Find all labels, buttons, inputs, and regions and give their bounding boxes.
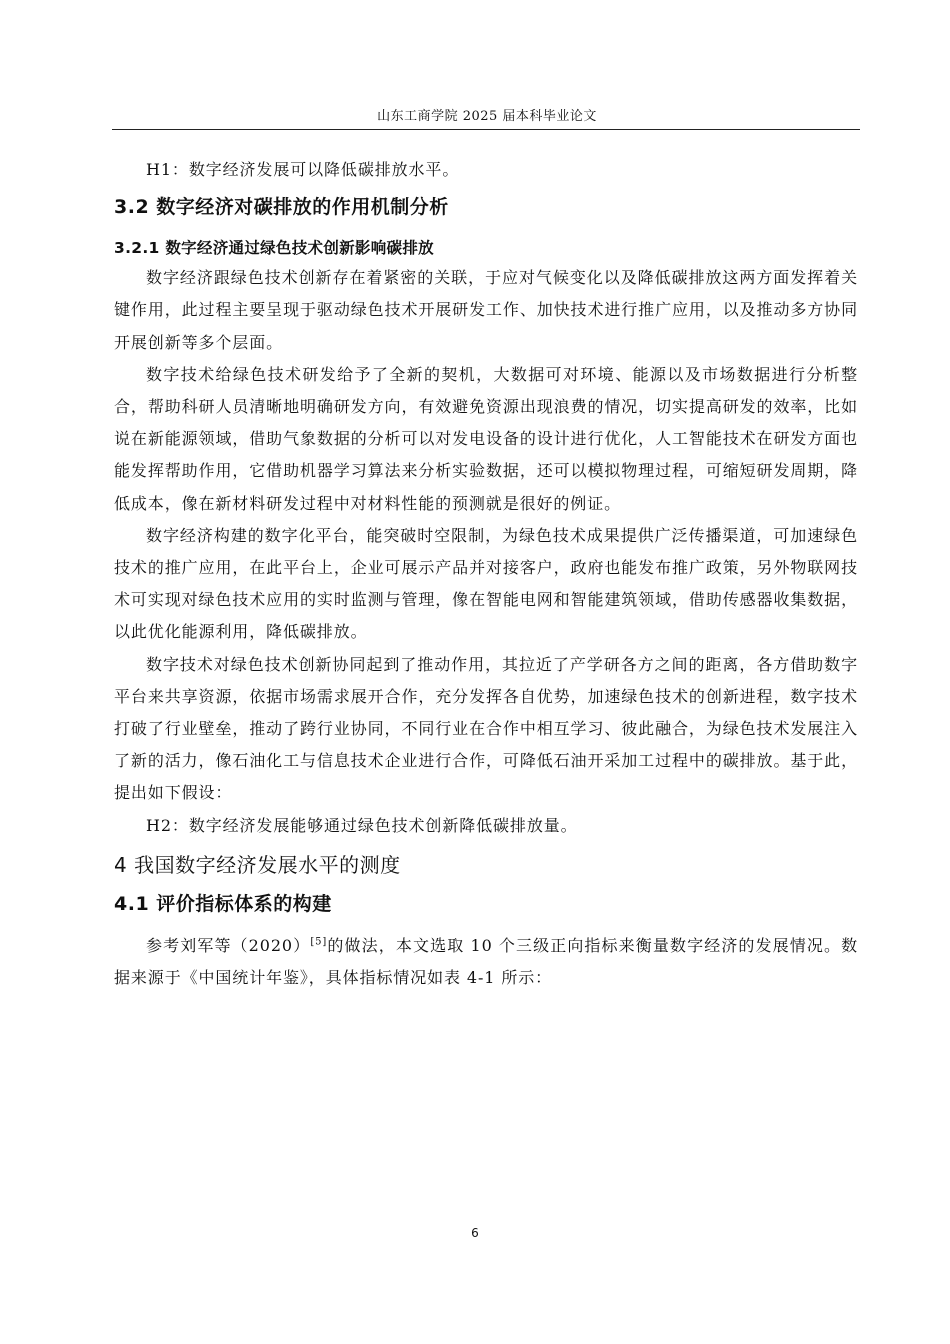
paragraph-5-lead: 参考刘军等（2020）: [146, 935, 311, 955]
page-header: 山东工商学院 2025 届本科毕业论文: [377, 109, 597, 124]
header-rule: [112, 129, 860, 130]
document-body: [114, 154, 858, 994]
paragraph-3: 数字经济构建的数字化平台，能突破时空限制，为绿色技术成果提供广泛传播渠道，可加速绿色技术的推广应用，在此平台上，企业可展示产品并对接客户，政府也能发布推广政策，另外物联网技术可实现对绿色技术应用的实时监测与管理，像在智能电网和智能建筑领域，借助传感器收集数据，以此优化能源利用，降低碳排放。: [114, 525, 858, 642]
paragraph-1: 数字经济跟绿色技术创新存在着紧密的关联，于应对气候变化以及降低碳排放这两方面发挥着关键作用，此过程主要呈现于驱动绿色技术开展研发工作、加快技术进行推广应用，以及推动多方协同开展创新等多个层面。: [114, 268, 858, 352]
paragraph-4: 数字技术对绿色技术创新协同起到了推动作用，其拉近了产学研各方之间的距离，各方借助数字平台来共享资源，依据市场需求展开合作，充分发挥各自优势，加速绿色技术的创新进程，数字技术打破了行业壁垒，推动了跨行业协同，不同行业在合作中相互学习、彼此融合，为绿色技术发展注入了新的活力，像石油化工与信息技术企业进行合作，可降低石油开采加工过程中的碳排放。基于此，提出如下假设：: [114, 654, 858, 803]
page-number: 6: [471, 1226, 479, 1240]
chapter-4-heading: 4 我国数字经济发展水平的测度: [114, 852, 401, 877]
paragraph-5-rest: 的做法，本文选取 10 个三级正向指标来衡量数字经济的发展情况。数据来源于《中国统计年鉴》，具体指标情况如表 4-1 所示：: [114, 935, 859, 988]
paragraph-5: [114, 930, 858, 994]
section-3-2-1-heading: 3.2.1 数字经济通过绿色技术创新影响碳排放: [114, 239, 434, 258]
hypothesis-2: H2：数字经济发展能够通过绿色技术创新降低碳排放量。: [146, 815, 578, 835]
paragraph-2: 数字技术给绿色技术研发给予了全新的契机，大数据可对环境、能源以及市场数据进行分析整合，帮助科研人员清晰地明确研发方向，有效避免资源出现浪费的情况，切实提高研发的效率，比如说在新能源领域，借助气象数据的分析可以对发电设备的设计进行优化，人工智能技术在研发方面也能发挥帮助作用，它借助机器学习算法来分析实验数据，还可以模拟物理过程，可缩短研发周期，降低成本，像在新材料研发过程中对材料性能的预测就是很好的例证。: [114, 364, 858, 513]
section-3-2-heading: 3.2 数字经济对碳排放的作用机制分析: [114, 196, 449, 219]
section-4-1-heading: 4.1 评价指标体系的构建: [114, 892, 332, 915]
citation-5[interactable]: [5]: [310, 936, 328, 948]
hypothesis-1: H1：数字经济发展可以降低碳排放水平。: [146, 160, 460, 179]
